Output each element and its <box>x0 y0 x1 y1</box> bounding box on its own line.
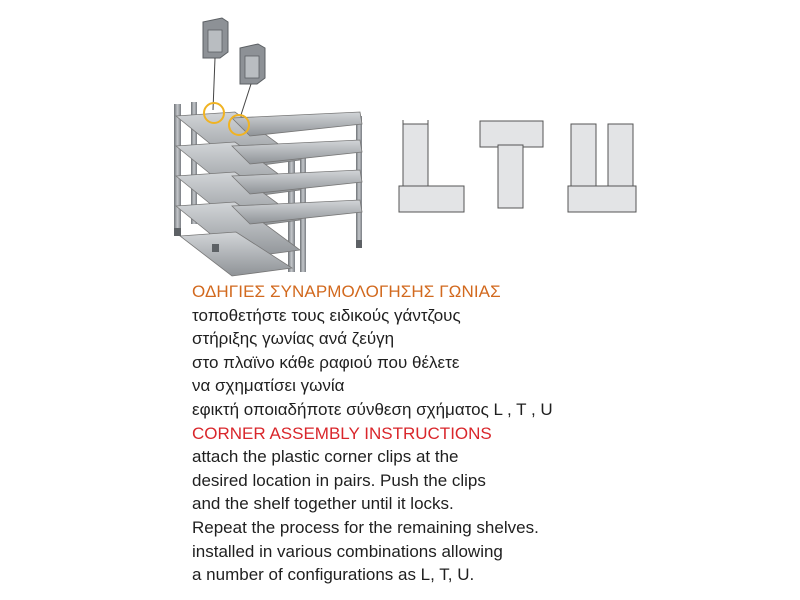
english-line: attach the plastic corner clips at the <box>192 447 459 467</box>
assembly-instructions <box>192 280 752 587</box>
greek-line: στήριξης γωνίας ανά ζεύγη <box>192 329 395 349</box>
greek-heading: ΟΔΗΓΙΕΣ ΣΥΝΑΡΜΟΛΟΓΗΣΗΣ ΓΩΝΙΑΣ <box>192 282 501 301</box>
english-line: Repeat the process for the remaining shelves. <box>192 517 539 537</box>
greek-line: στο πλαϊνο κάθε ραφιού που θέλετε <box>192 352 460 372</box>
plastic-corner-clip-icon <box>203 18 228 110</box>
greek-line: τοποθετήστε τους ειδικούς γάντζους <box>192 305 461 325</box>
configuration-t-icon <box>480 121 543 208</box>
english-line: desired location in pairs. Push the clips <box>192 470 486 490</box>
configuration-l-icon <box>399 120 464 212</box>
english-line: a number of configurations as L, T, U. <box>192 565 475 585</box>
english-line: and the shelf together until it locks. <box>192 494 454 514</box>
english-heading: CORNER ASSEMBLY INSTRUCTIONS <box>192 423 492 443</box>
greek-line: να σχηματίσει γωνία <box>192 376 345 396</box>
assembly-illustration <box>0 0 800 280</box>
english-line: installed in various combinations allowing <box>192 541 503 561</box>
configuration-u-icon <box>568 124 636 212</box>
greek-line: εφικτή οποιαδήποτε σύνθεση σχήματος L , T , U <box>192 399 553 419</box>
plastic-corner-clip-icon <box>240 44 265 118</box>
corner-shelving-unit-icon <box>174 102 362 276</box>
